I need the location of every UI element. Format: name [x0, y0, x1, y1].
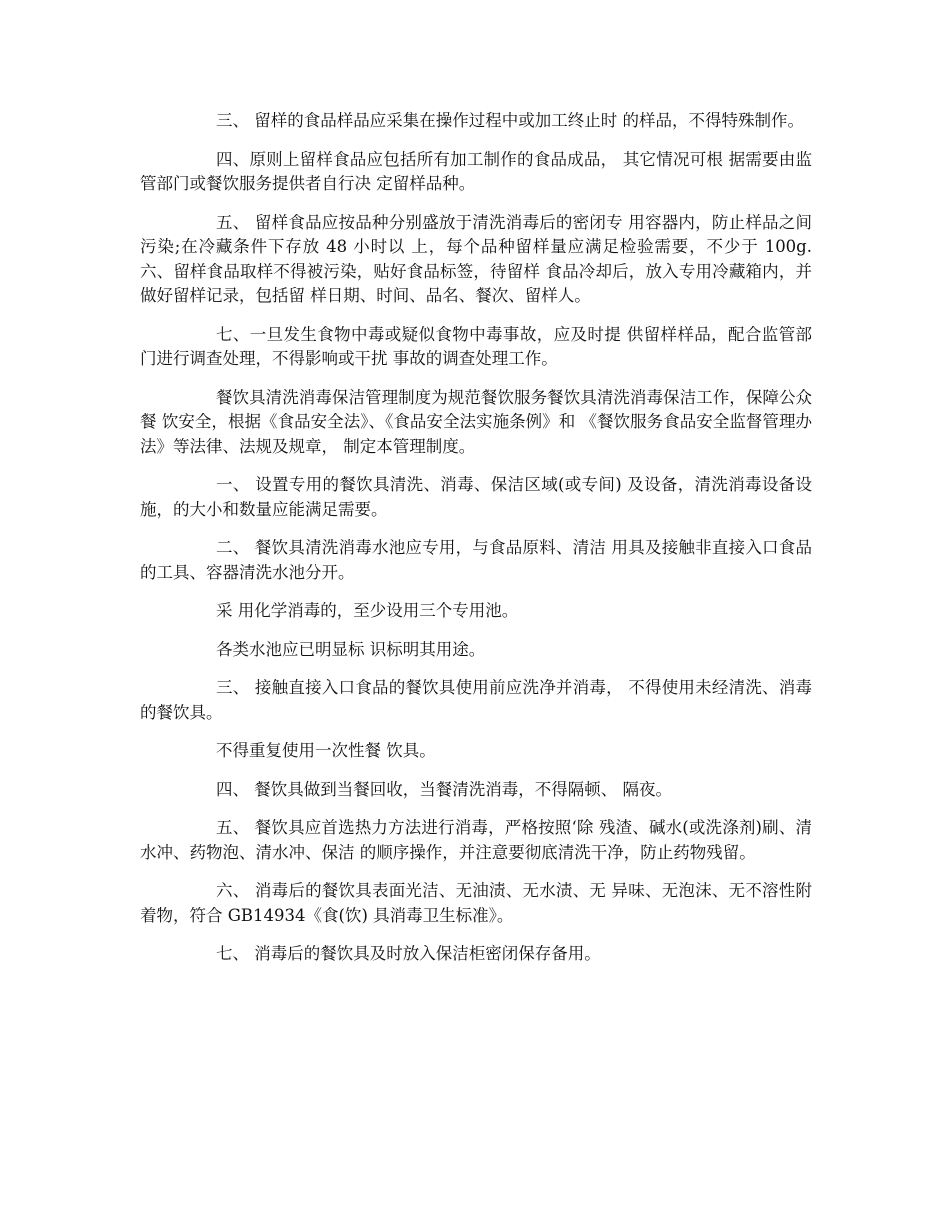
paragraph-storage-cabinet: 七、 消毒后的餐饮具及时放入保洁柜密闭保存备用。 — [216, 944, 601, 963]
paragraph-poisoning-incident: 七、一旦发生食物中毒或疑似食物中毒事故，应及时提 供留样样品，配合监管部门进行调查处理，不得影响或干扰 事故的调查处理工作。 — [140, 324, 812, 368]
paragraph-dedicated-area: 一、 设置专用的餐饮具清洗、消毒、保洁区域(或专间) 及设备，清洗消毒设备设施，的大小和数量应能满足需要。 — [140, 475, 812, 519]
paragraph-sink-labels: 各类水池应已明显标 识标明其用途。 — [216, 639, 486, 659]
paragraph-dedicated-sinks: 二、 餐饮具清洗消毒水池应专用，与食品原料、清洁 用具及接触非直接入口食品的工具、容器清洗水池分开。 — [140, 538, 812, 582]
paragraph-heat-disinfection: 五、 餐饮具应首选热力方法进行消毒，严格按照‘除 残渣、碱水(或洗涤剂)刷、清水冲、药物泡、清水冲、保洁 的顺序操作，并注意要彻底清洗干净，防止药物残留。 — [140, 818, 812, 862]
paragraph-sample-collection: 三、 留样的食品样品应采集在操作过程中或加工终止时 的样品，不得特殊制作。 — [216, 111, 804, 130]
paragraph-clean-before-use: 三、 接触直接入口食品的餐饮具使用前应洗净并消毒， 不得使用未经清洗、消毒的餐饮具。 — [140, 678, 812, 722]
paragraph-same-meal-cleaning: 四、 餐饮具做到当餐回收，当餐清洗消毒，不得隔顿、 隔夜。 — [216, 779, 672, 799]
paragraph-sample-storage: 五、 留样食品应按品种分别盛放于清洗消毒后的密闭专 用容器内，防止样品之间污染;在冷藏条件下存放 48 小时以 上，每个品种留样量应满足检验需要，不少于 100g. 六、留样食品取样不得被污染，贴好食品标签，待留样 食品冷却后，放入专用冷藏箱内，并做好留样记录，包括留 样日期、时间、品名、餐次、留样人。 — [140, 212, 812, 305]
paragraph-chemical-sinks: 采 用化学消毒的，至少设用三个专用池。 — [216, 601, 519, 620]
paragraph-disinfected-standard: 六、 消毒后的餐饮具表面光洁、无油渍、无水渍、无 异味、无泡沫、无不溶性附着物，符合 GB14934《食(饮) 具消毒卫生标准》。 — [140, 881, 812, 925]
paragraph-no-reuse-disposable: 不得重复使用一次性餐 饮具。 — [216, 741, 436, 760]
paragraph-tableware-policy-intro: 餐饮具清洗消毒保洁管理制度为规范餐饮服务餐饮具清洗消毒保洁工作，保障公众餐 饮安全，根据《食品安全法》、《食品安全法实施条例》和 《餐饮服务食品安全监督管理办法》等法律、法规及规章， 制定本管理制度。 — [140, 387, 812, 456]
document-body — [140, 109, 812, 981]
paragraph-sample-scope: 四、原则上留样食品应包括所有加工制作的食品成品， 其它情况可根 据需要由监管部门或餐饮服务提供者自行决 定留样品种。 — [140, 149, 812, 193]
